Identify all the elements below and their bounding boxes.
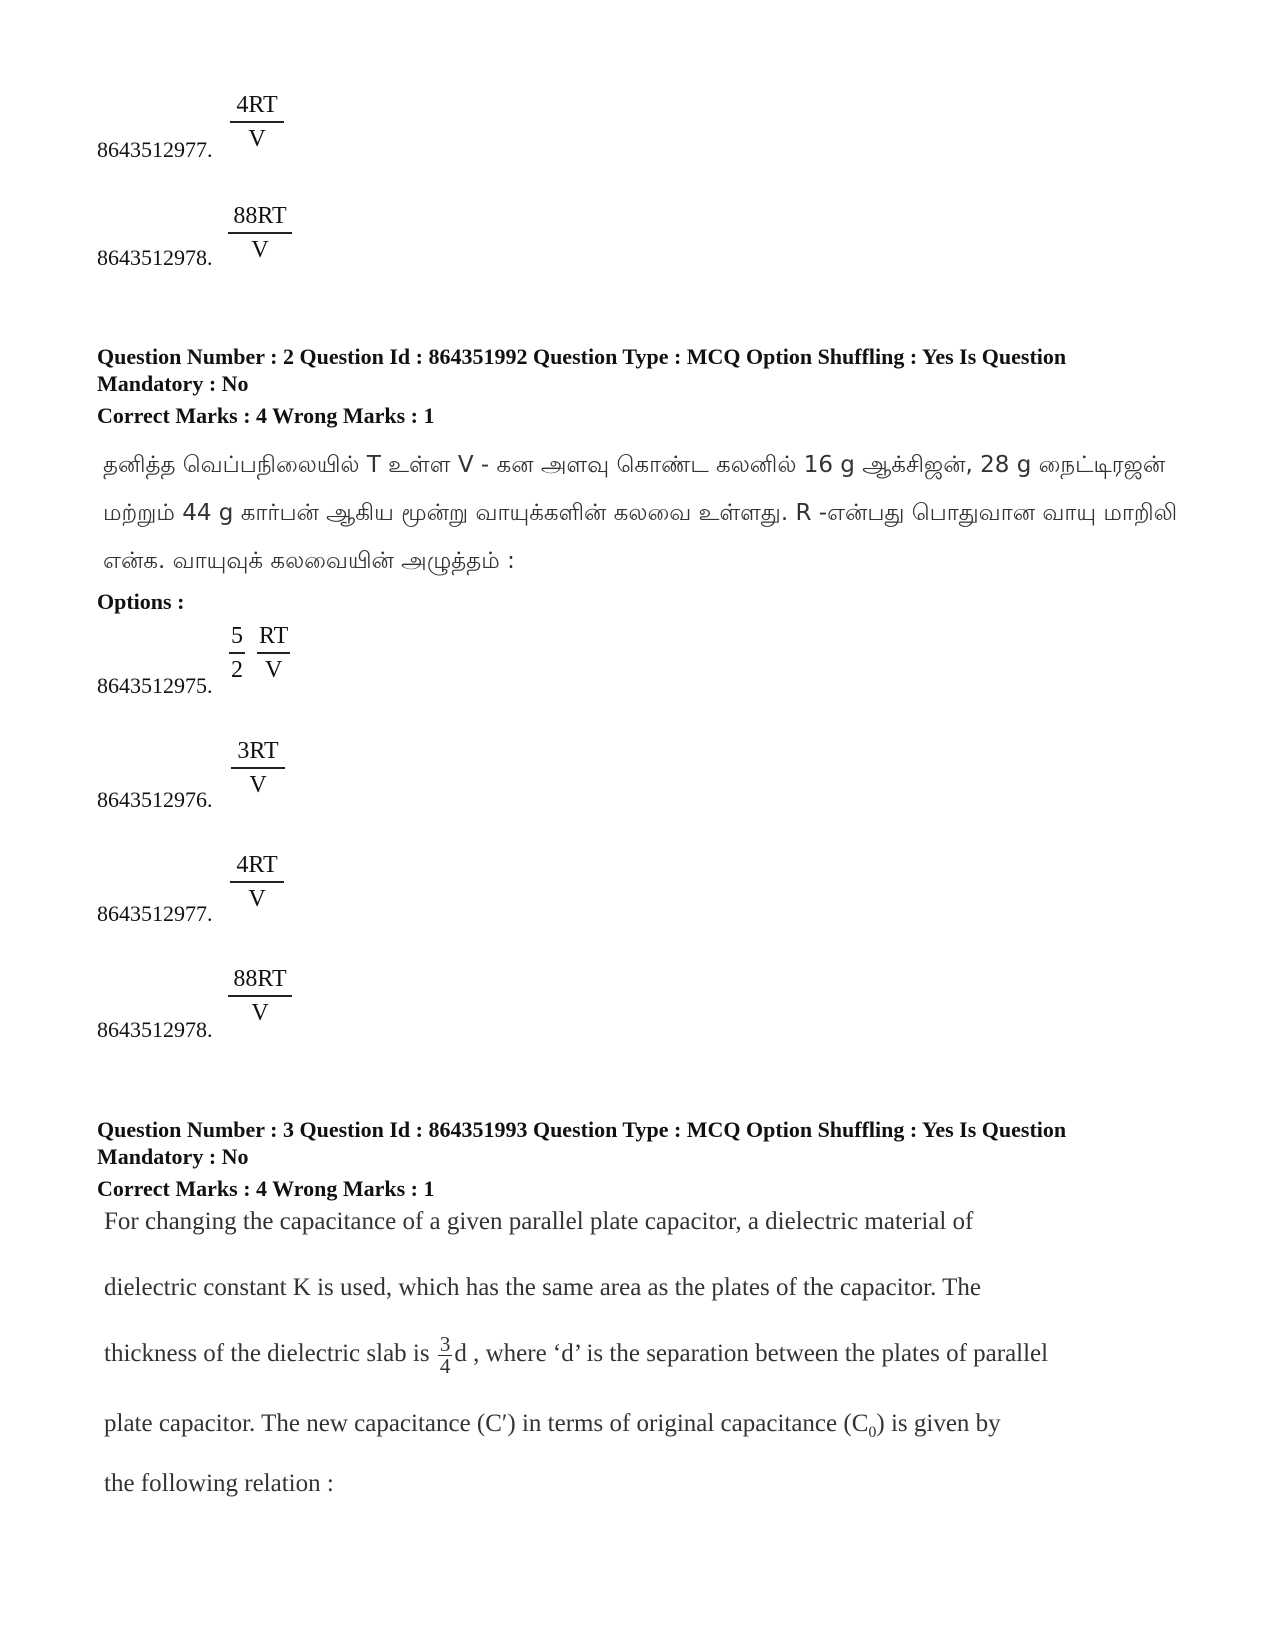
question-header: Question Number : 3 Question Id : 864351993 Question Type : MCQ Option Shuffling : Yes Is Question Mandatory : No (97, 1117, 1067, 1169)
question-header: Question Number : 2 Question Id : 864351992 Question Type : MCQ Option Shuffling : Yes Is Question Mandatory : No (97, 344, 1067, 396)
option-fraction: $\frac{4RT}{V}$ (230, 92, 284, 152)
inline-fraction: $\frac{3}{4}$ (439, 1332, 451, 1378)
option-fraction: $\frac{4RT}{V}$ (230, 852, 284, 912)
option-fraction: $\frac{88RT}{V}$ (228, 966, 292, 1026)
question-text-line: dielectric constant K is used, which has the same area as the plates of the capacitor. The (104, 1274, 981, 1301)
option-fraction: $\frac{5}{2}$ $\frac{RT}{V}$ (231, 623, 289, 683)
question-marks: Correct Marks : 4 Wrong Marks : 1 (97, 1176, 435, 1201)
question-text-line: For changing the capacitance of a given parallel plate capacitor, a dielectric material of (104, 1208, 974, 1235)
option-id: 8643512977. (97, 137, 213, 162)
question-text: தனித்த வெப்பநிலையில் T உள்ள V - கன அளவு கொண்ட கலனில் 16 g ஆக்சிஜன், 28 g நைட்டிரஜன் மற்றும் 44 g கார்பன் ஆகிய மூன்று வாயுக்களின் கலவை உள்ளது. R -என்பது பொதுவான வாயு மாறிலி என்க. வாயுவுக் கலவையின் அழுத்தம் : (103, 452, 1178, 574)
question-text-line: the following relation : (104, 1470, 334, 1497)
question-text-line: thickness of the dielectric slab is $\frac{3}{4}$ d , where ‘d’ is the separation between the plates of parallel (104, 1332, 1049, 1378)
option-fraction: $\frac{3RT}{V}$ (231, 738, 285, 798)
question-text-line: plate capacitor. The new capacitance (C′) in terms of original capacitance $(C_0)$ is given by (104, 1410, 1001, 1441)
question-marks: Correct Marks : 4 Wrong Marks : 1 (97, 403, 435, 428)
option-id: 8643512975. (97, 673, 213, 698)
option-fraction: $\frac{88RT}{V}$ (228, 203, 292, 263)
option-id: 8643512978. (97, 245, 213, 270)
option-id: 8643512978. (97, 1017, 213, 1042)
option-id: 8643512976. (97, 787, 213, 812)
options-label: Options : (97, 589, 185, 614)
option-id: 8643512977. (97, 901, 213, 926)
